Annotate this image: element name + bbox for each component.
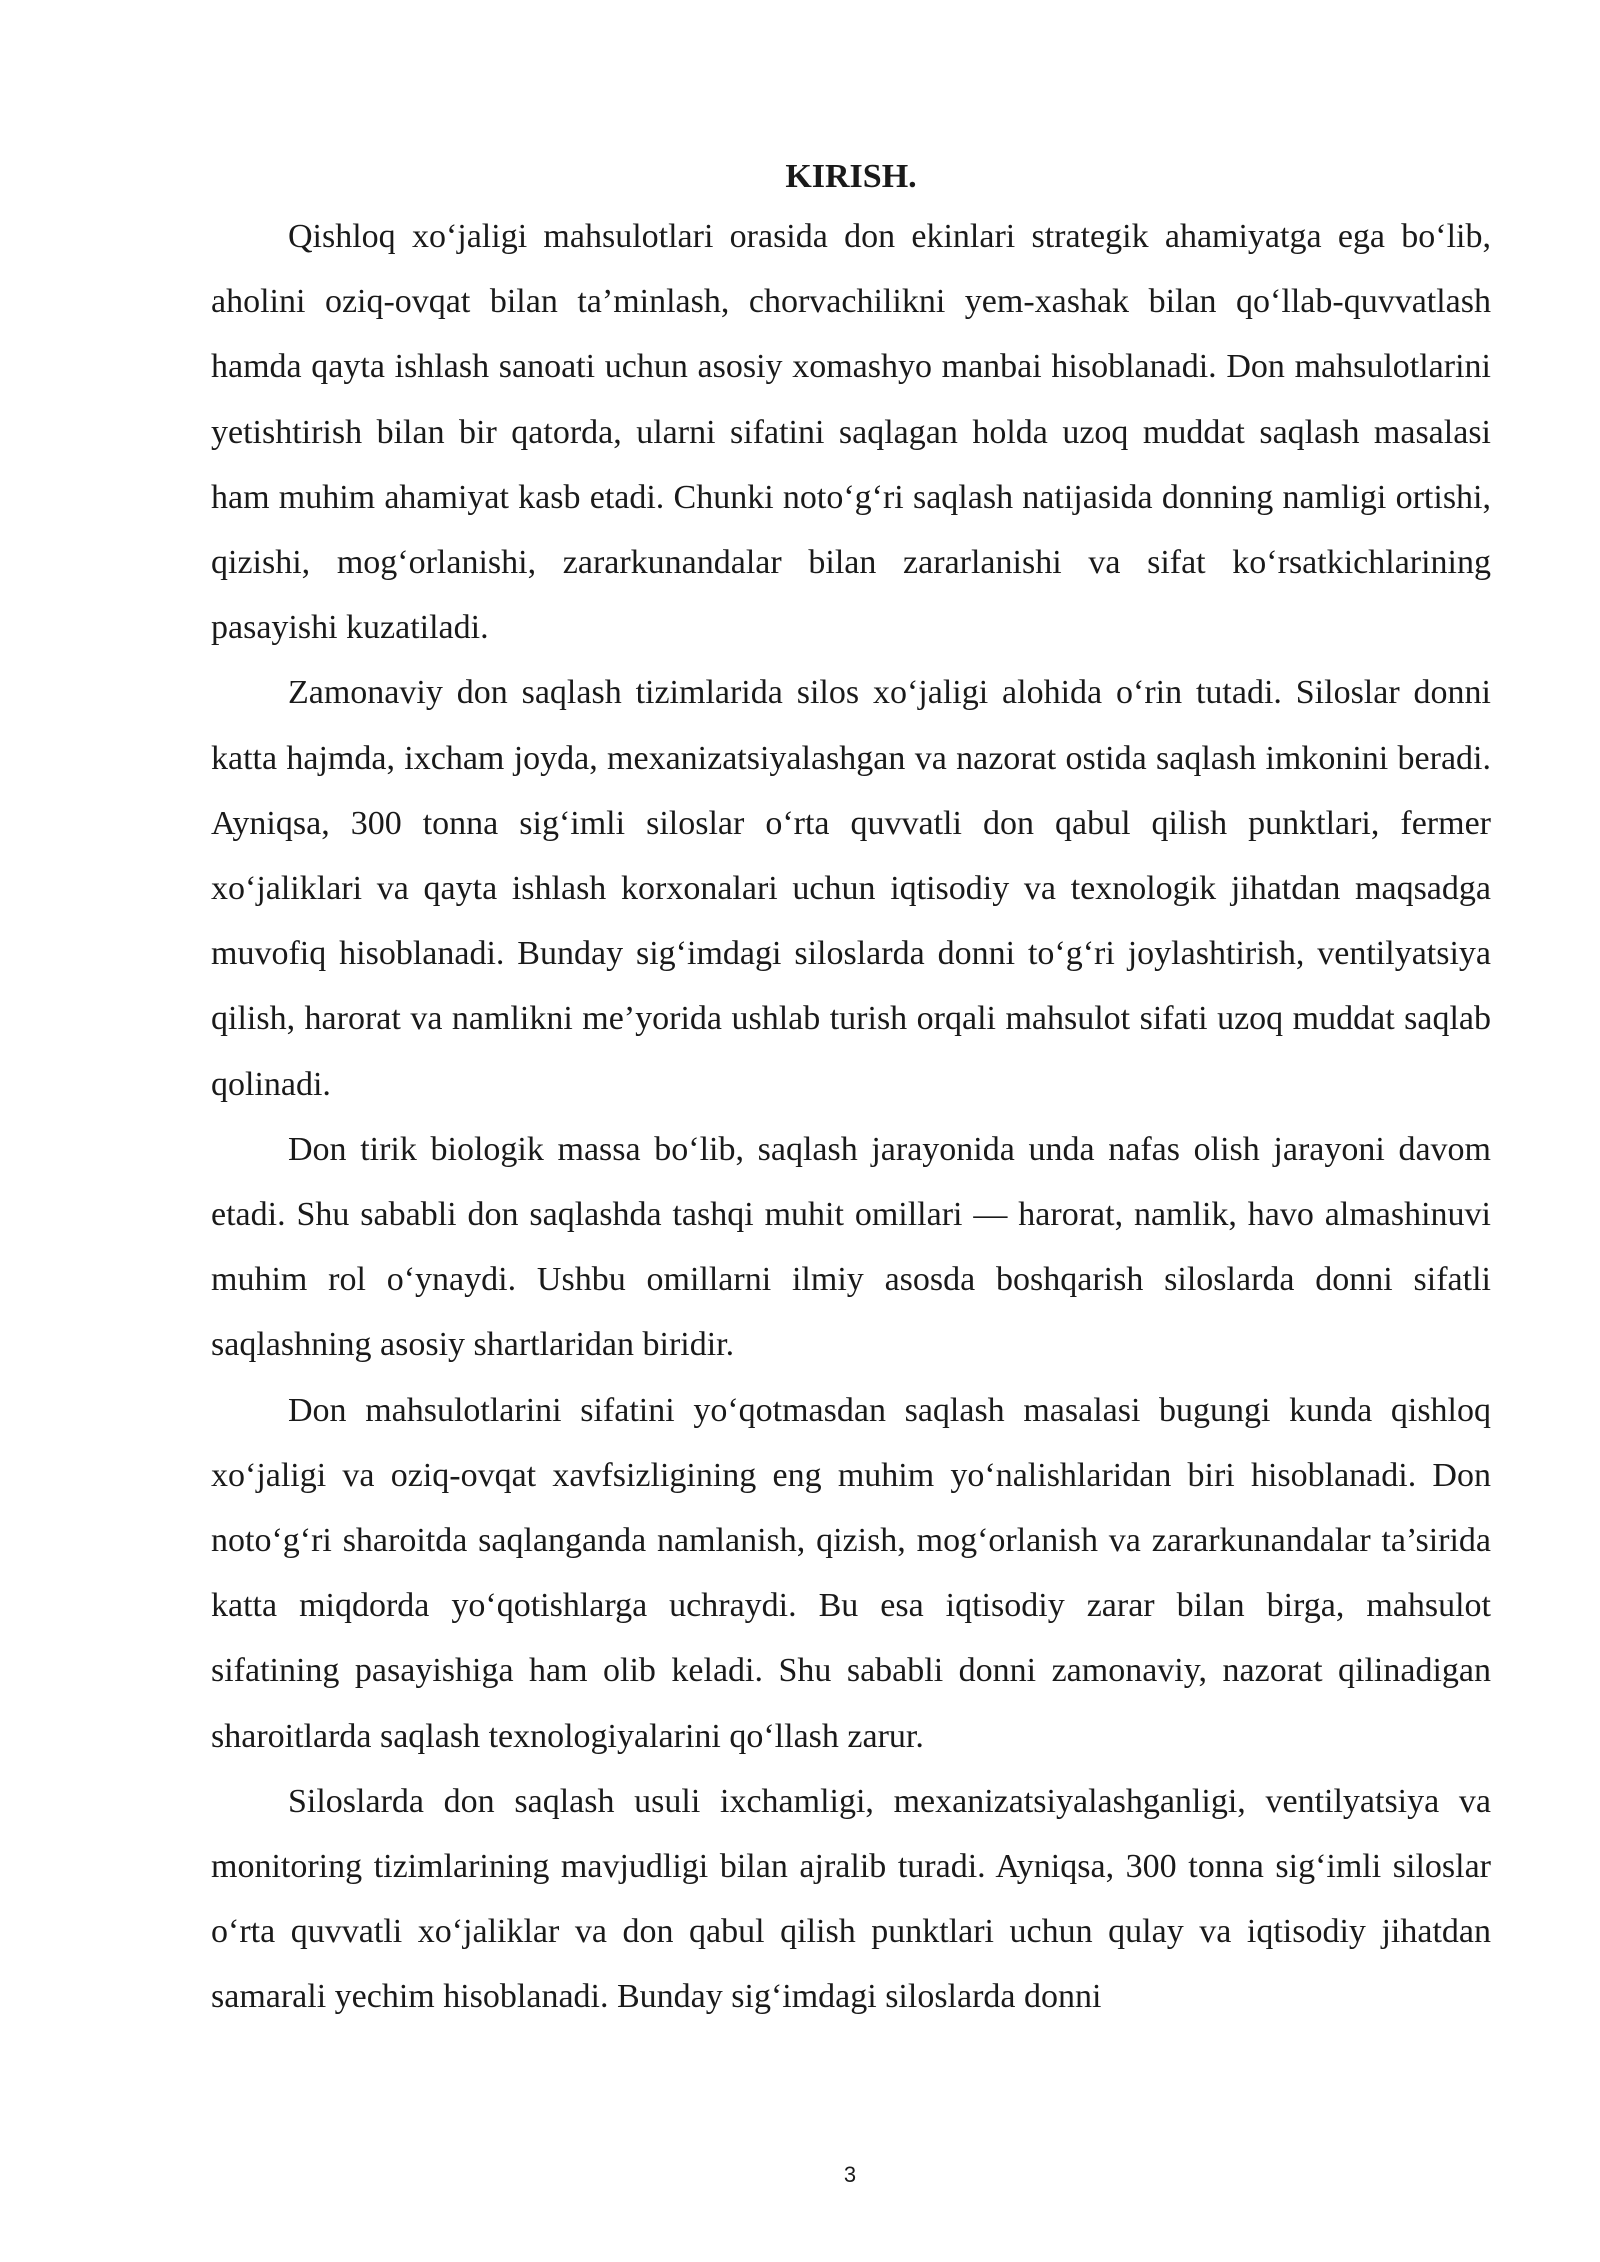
paragraph-5: Siloslarda don saqlash usuli ixchamligi, mexanizatsiyalashganligi, ventilyatsiya va monitoring tizimlarining mavjudligi bilan ajralib turadi. Ayniqsa, 300 tonna sig‘imli siloslar o‘rta quvvatli xo‘jaliklar va don qabul qilish punktlari uchun qulay va iqtisodiy jihatdan samarali yechim hisoblanadi. Bunday sig‘imdagi siloslarda donni [211, 1782, 1491, 2016]
paragraph-3: Don tirik biologik massa bo‘lib, saqlash jarayonida unda nafas olish jarayoni davom etadi. Shu sababli don saqlashda tashqi muhit omillari — harorat, namlik, havo almashinuvi muhim rol o‘ynaydi. Ushbu omillarni ilmiy asosda boshqarish siloslarda donni sifatli saqlashning asosiy shartlaridan biridir. [211, 1130, 1491, 1364]
page-title: KIRISH. [785, 158, 917, 195]
page-number: 3 [843, 2162, 857, 2187]
paragraph-2: Zamonaviy don saqlash tizimlarida silos xo‘jaligi alohida o‘rin tutadi. Siloslar donni katta hajmda, ixcham joyda, mexanizatsiyalashgan va nazorat ostida saqlash imkonini beradi. Ayniqsa, 300 tonna sig‘imli siloslar o‘rta quvvatli don qabul qilish punktlari, fermer xo‘jaliklari va qayta ishlash korxonalari uchun iqtisodiy va texnologik jihatdan maqsadga muvofiq hisoblanadi. Bunday sig‘imdagi siloslarda donni to‘g‘ri joylashtirish, ventilyatsiya qilish, harorat va namlikni me’yorida ushlab turish orqali mahsulot sifati uzoq muddat saqlab qolinadi. [211, 674, 1491, 1103]
document-body [211, 150, 1491, 2030]
paragraph-4: Don mahsulotlarini sifatini yo‘qotmasdan saqlash masalasi bugungi kunda qishloq xo‘jaligi va oziq-ovqat xavfsizligining eng muhim yo‘nalishlaridan biri hisoblanadi. Don noto‘g‘ri sharoitda saqlanganda namlanish, qizish, mog‘orlanish va zararkunandalar ta’sirida katta miqdorda yo‘qotishlarga uchraydi. Bu esa iqtisodiy zarar bilan birga, mahsulot sifatining pasayishiga ham olib keladi. Shu sababli donni zamonaviy, nazorat qilinadigan sharoitlarda saqlash texnologiyalarini qo‘llash zarur. [211, 1391, 1491, 1755]
paragraph-1: Qishloq xo‘jaligi mahsulotlari orasida don ekinlari strategik ahamiyatga ega bo‘lib, aholini oziq-ovqat bilan ta’minlash, chorvachilikni yem-xashak bilan qo‘llab-quvvatlash hamda qayta ishlash sanoati uchun asosiy xomashyo manbai hisoblanadi. Don mahsulotlarini yetishtirish bilan bir qatorda, ularni sifatini saqlagan holda uzoq muddat saqlash masalasi ham muhim ahamiyat kasb etadi. Chunki noto‘g‘ri saqlash natijasida donning namligi ortishi, qizishi, mog‘orlanishi, zararkunandalar bilan zararlanishi va sifat ko‘rsatkichlarining pasayishi kuzatiladi. [211, 218, 1491, 647]
